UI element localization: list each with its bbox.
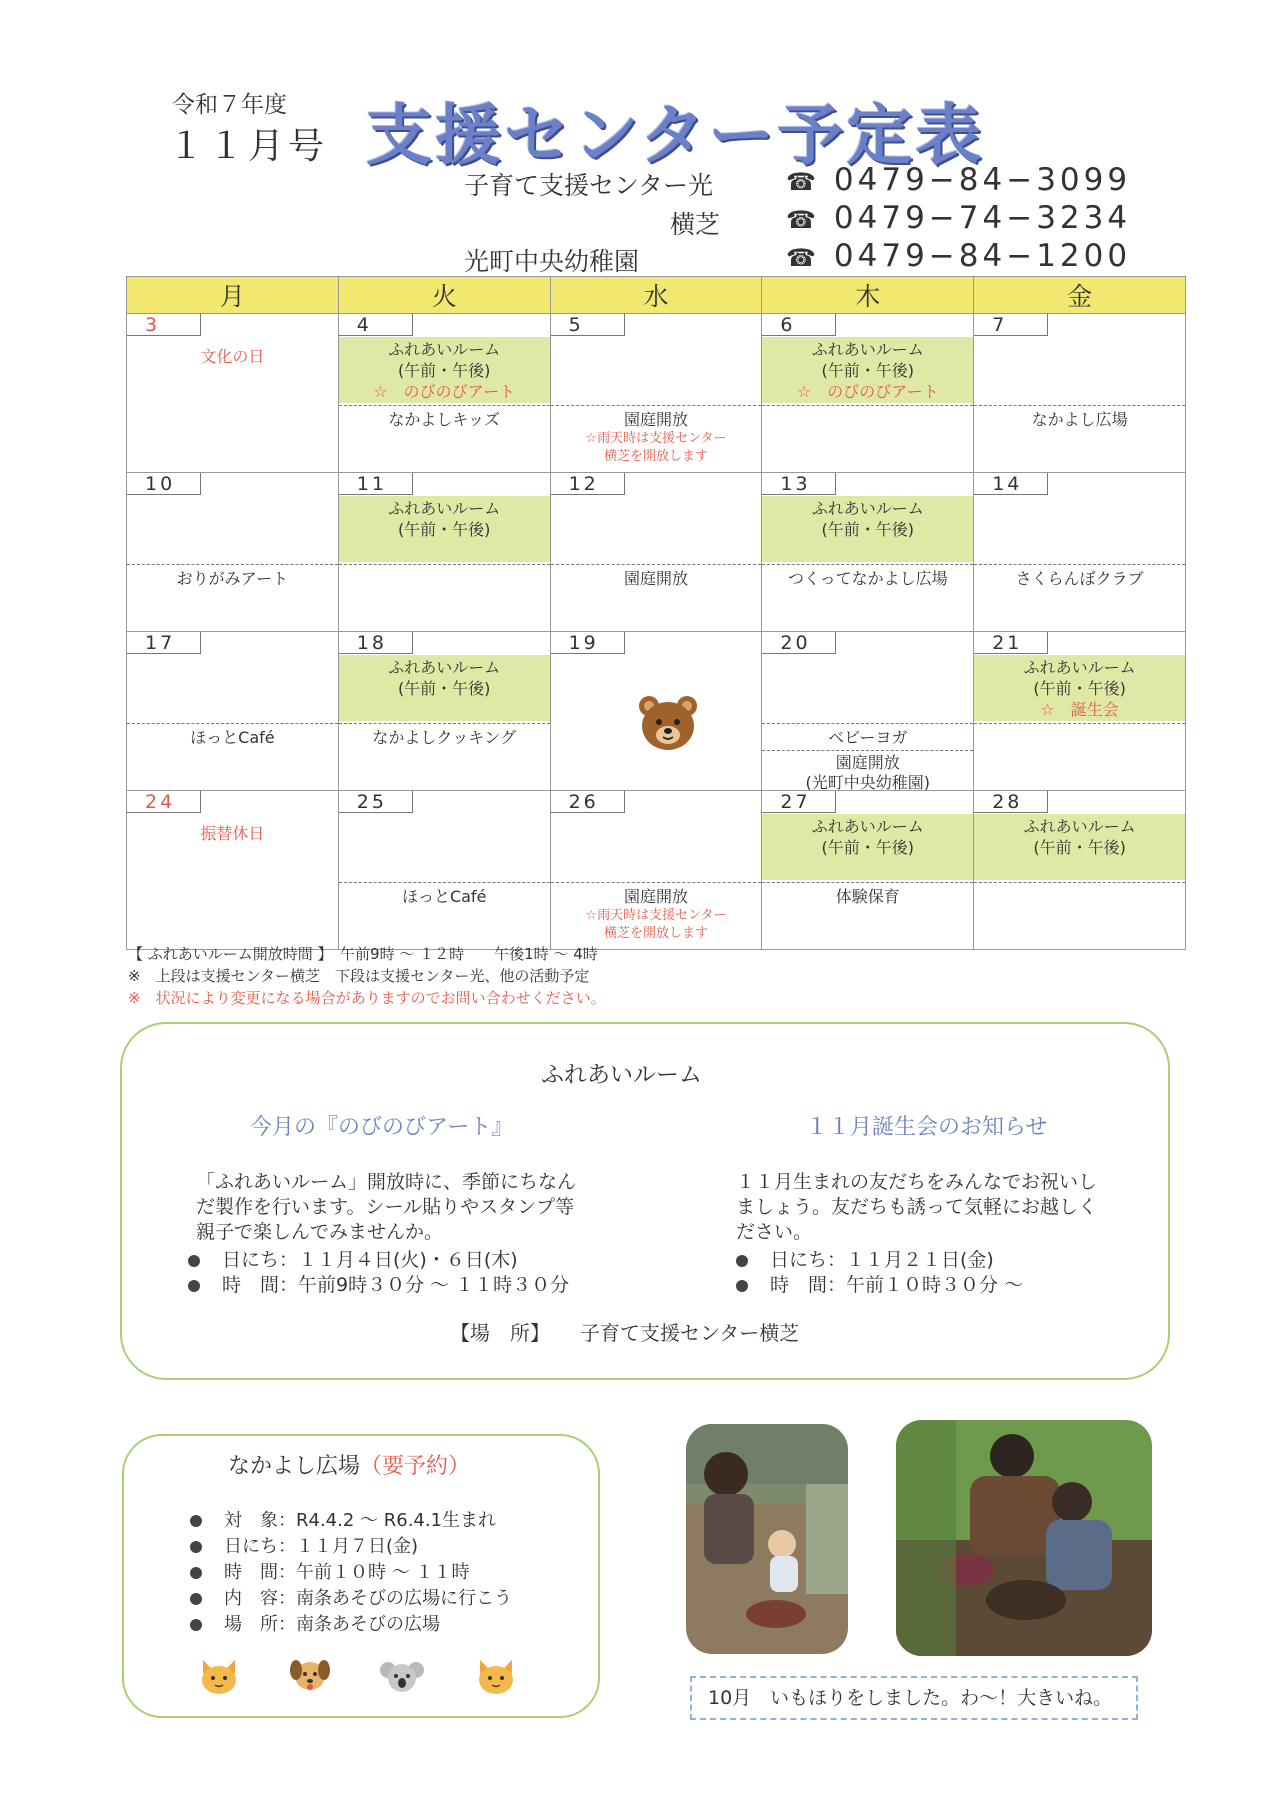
day-number: 26 [551, 791, 625, 813]
nakayoshi-content [190, 1584, 512, 1610]
contact-name: 子育て支援センター光 [464, 171, 714, 200]
lower-event [974, 723, 1185, 728]
event-time: (午前・午後) [821, 520, 915, 539]
lower-event [551, 564, 762, 589]
day-cell [338, 314, 550, 473]
lower-event [974, 882, 1185, 887]
legend-note: ※ 上段は支援センター横芝 下段は支援センター光、他の活動予定 [128, 967, 590, 985]
bullet-icon [190, 1541, 202, 1553]
text-line: ださい。 [736, 1221, 813, 1243]
weekday-header [127, 277, 1186, 314]
lower-event [762, 723, 973, 793]
day-number: 18 [339, 632, 413, 654]
day-cell [762, 791, 974, 950]
weekday-wed: 水 [550, 277, 762, 314]
day-cell [550, 473, 762, 632]
event-title: ふれあいルーム [388, 658, 501, 677]
birthday-date [736, 1245, 994, 1272]
day-cell [338, 632, 550, 791]
lower-event [127, 723, 338, 748]
text-line: 時 間：午前１０時 ～ １１時 [224, 1562, 470, 1583]
koala-icon [380, 1656, 424, 1696]
event-title: さくらんぼクラブ [1015, 569, 1144, 588]
phone-number: 0479−74−3234 [833, 200, 1132, 236]
day-number: 6 [762, 314, 836, 336]
day-cell [127, 473, 339, 632]
event-title: ふれあいルーム [811, 499, 924, 518]
day-cell [338, 473, 550, 632]
day-number: 24 [127, 791, 201, 813]
weekday-fri: 金 [974, 277, 1186, 314]
contact-hikari [464, 166, 713, 202]
event-time: (午前・午後) [1033, 838, 1126, 857]
day-number: 20 [762, 632, 836, 654]
day-cell [127, 314, 339, 473]
event-special: ☆ のびのびアート [796, 382, 939, 401]
reservation-required: （要予約） [360, 1454, 471, 1479]
day-number: 13 [762, 473, 836, 495]
fureai-room-event [339, 496, 550, 562]
day-number: 19 [551, 632, 625, 654]
text-line: だ製作を行います。シール貼りやスタンプ等 [196, 1196, 575, 1218]
text-line: 日にち：１１月４日(火)・６日(木) [222, 1249, 518, 1271]
weekday-mon: 月 [127, 277, 339, 314]
day-cell [762, 632, 974, 791]
event-title: なかよしクッキング [372, 728, 516, 747]
day-cell [974, 791, 1186, 950]
cat-icon [474, 1656, 518, 1696]
day-cell [974, 473, 1186, 632]
day-cell [974, 314, 1186, 473]
contact-name: 光町中央幼稚園 [464, 247, 640, 276]
birthday-description [736, 1170, 1097, 1245]
phone-number: 0479−84−3099 [833, 162, 1132, 198]
event-time: (午前・午後) [821, 838, 915, 857]
text-line: 内 容：南条あそびの広場に行こう [224, 1588, 512, 1609]
day-cell [762, 473, 974, 632]
event-title-2: 園庭開放 [762, 750, 973, 773]
lower-event [762, 882, 973, 907]
event-title: ふれあいルーム [388, 499, 501, 518]
day-number: 4 [339, 314, 413, 336]
event-title: ふれあいルーム [811, 817, 924, 836]
bullet-icon [190, 1567, 202, 1579]
day-number: 3 [127, 314, 201, 336]
text-line: 「ふれあいルーム」開放時に、季節にちなん [196, 1171, 577, 1193]
photo-potato-digging-2 [896, 1420, 1152, 1656]
calendar-week [127, 632, 1186, 791]
phone-icon: ☎ [786, 244, 820, 272]
photo-potato-digging-1 [686, 1424, 848, 1654]
fureai-room-event [339, 337, 550, 403]
contact-kindergarten [464, 242, 639, 278]
weekday-tue: 火 [338, 277, 550, 314]
event-special: ☆ 誕生会 [1040, 700, 1119, 719]
nobinobi-time [188, 1270, 569, 1297]
text-line: ましょう。友だちも誘って気軽にお越しく [736, 1196, 1098, 1218]
dog-icon [288, 1654, 332, 1694]
phone-icon: ☎ [786, 206, 820, 234]
day-number: 14 [974, 473, 1048, 495]
day-cell [127, 632, 339, 791]
nobinobi-description [196, 1170, 576, 1245]
cat-icon [197, 1656, 241, 1696]
fureai-room-event [762, 496, 973, 562]
warning-note: ※ 状況により変更になる場合がありますのでお問い合わせください。 [128, 989, 606, 1007]
event-title: つくってなかよし広場 [787, 569, 948, 588]
text-line: 場 所：南条あそびの広場 [224, 1614, 440, 1635]
lower-event [339, 882, 550, 907]
photo-caption: 10月 いもほりをしました。わ～！大きいね。 [690, 1676, 1138, 1720]
event-title: 園庭開放 [623, 887, 688, 906]
bullet-icon [190, 1593, 202, 1605]
box-title: ふれあいルーム [541, 1062, 702, 1088]
fureai-room-event [974, 655, 1185, 721]
text-line: 時 間：午前１０時３０分 ～ [770, 1274, 1024, 1296]
day-number: 27 [762, 791, 836, 813]
fureai-room-event [974, 814, 1185, 880]
day-number: 21 [974, 632, 1048, 654]
lower-event [339, 564, 550, 569]
lower-event [339, 405, 550, 430]
text-line: 時 間：午前9時３０分 ～ １１時３０分 [222, 1274, 570, 1296]
event-title: ほっとCafé [401, 887, 487, 906]
event-title: ふれあいルーム [388, 340, 501, 359]
calendar-week [127, 791, 1186, 950]
day-number: 28 [974, 791, 1048, 813]
event-title: 園庭開放 [623, 410, 688, 429]
lower-event [762, 405, 973, 410]
day-number: 17 [127, 632, 201, 654]
title-text: なかよし広場 [228, 1454, 361, 1479]
nakayoshi-title [228, 1449, 470, 1480]
text-line: 親子で楽しんでみませんか。 [196, 1221, 444, 1243]
day-cell [550, 632, 762, 791]
event-title: ふれあいルーム [1023, 658, 1136, 677]
rain-note-2: 横芝を開放します [603, 926, 708, 941]
lower-event [762, 564, 973, 589]
lower-event [339, 723, 550, 748]
text-line: １１月生まれの友だちをみんなでお祝いし [736, 1171, 1098, 1193]
nobinobi-date [188, 1245, 518, 1272]
fureai-room-event [339, 655, 550, 721]
event-title: ほっとCafé [190, 728, 275, 747]
day-number: 11 [339, 473, 413, 495]
nobinobi-heading: 今月の『のびのびアート』 [250, 1115, 514, 1140]
day-cell [550, 314, 762, 473]
lower-event [551, 882, 762, 943]
event-title: ふれあいルーム [811, 340, 924, 359]
event-title: 園庭開放 [623, 569, 688, 588]
nakayoshi-time [190, 1558, 469, 1584]
lower-event [974, 405, 1185, 430]
nakayoshi-target [190, 1506, 496, 1532]
page-title: 支援センター予定表 [366, 97, 985, 174]
calendar-table [126, 276, 1186, 950]
text-line: 対 象：R4.4.2 ～ R6.4.1生まれ [224, 1510, 497, 1531]
event-title: おりがみアート [176, 569, 289, 588]
event-time: (午前・午後) [397, 679, 491, 698]
calendar-week [127, 473, 1186, 632]
bullet-icon [736, 1280, 748, 1292]
issue-label: １１月号 [168, 126, 329, 167]
day-cell [974, 632, 1186, 791]
nakayoshi-place [190, 1610, 440, 1636]
holiday-label: 文化の日 [200, 347, 265, 366]
event-location: (光町中央幼稚園) [805, 773, 931, 792]
open-hours-note: 【 ふれあいルーム開放時間 】 午前9時 ～ １２時 午後1時 ～ 4時 [128, 945, 598, 963]
fiscal-year: 令和７年度 [172, 92, 287, 118]
event-title: 体験保育 [835, 887, 900, 906]
event-time: (午前・午後) [397, 361, 491, 380]
place-line: 【場 所】 子育て支援センター横芝 [450, 1321, 800, 1345]
birthday-time [736, 1270, 1023, 1297]
phone-icon: ☎ [786, 168, 820, 196]
calendar-week [127, 314, 1186, 473]
fureai-room-event [762, 337, 973, 403]
birthday-heading: １１月誕生会のお知らせ [806, 1115, 1048, 1140]
day-cell [338, 791, 550, 950]
nakayoshi-date [190, 1532, 418, 1558]
day-number: 5 [551, 314, 625, 336]
event-title: なかよしキッズ [388, 410, 501, 429]
contact-yokoshiba [670, 205, 720, 241]
bear-icon [637, 694, 699, 752]
day-number: 7 [974, 314, 1048, 336]
bullet-icon [188, 1280, 200, 1292]
day-number: 12 [551, 473, 625, 495]
event-special: ☆ のびのびアート [373, 382, 516, 401]
text-line: 日にち：１１月２１日(金) [770, 1249, 994, 1271]
contact-name: 横芝 [670, 210, 721, 239]
day-number: 10 [127, 473, 201, 495]
fureai-room-event [762, 814, 973, 880]
day-cell [550, 791, 762, 950]
bullet-icon [736, 1255, 748, 1267]
bullet-icon [190, 1515, 202, 1527]
phone-number: 0479−84−1200 [833, 238, 1132, 274]
event-title: ベビーヨガ [828, 728, 908, 747]
day-cell [762, 314, 974, 473]
day-cell [127, 791, 339, 950]
weekday-thu: 木 [762, 277, 974, 314]
event-time: (午前・午後) [1033, 679, 1126, 698]
text-line: 日にち：１１月７日(金) [224, 1536, 419, 1557]
event-title: なかよし広場 [1031, 410, 1128, 429]
lower-event [551, 405, 762, 466]
bullet-icon [190, 1619, 202, 1631]
rain-note-2: 横芝を開放します [603, 449, 708, 464]
bullet-icon [188, 1255, 200, 1267]
rain-note: ☆雨天時は支援センター [585, 431, 727, 446]
event-title: ふれあいルーム [1023, 817, 1136, 836]
lower-event [127, 564, 338, 589]
rain-note: ☆雨天時は支援センター [585, 908, 727, 923]
event-time: (午前・午後) [397, 520, 491, 539]
holiday-label: 振替休日 [200, 824, 265, 843]
lower-event [974, 564, 1185, 589]
event-time: (午前・午後) [821, 361, 915, 380]
day-number: 25 [339, 791, 413, 813]
